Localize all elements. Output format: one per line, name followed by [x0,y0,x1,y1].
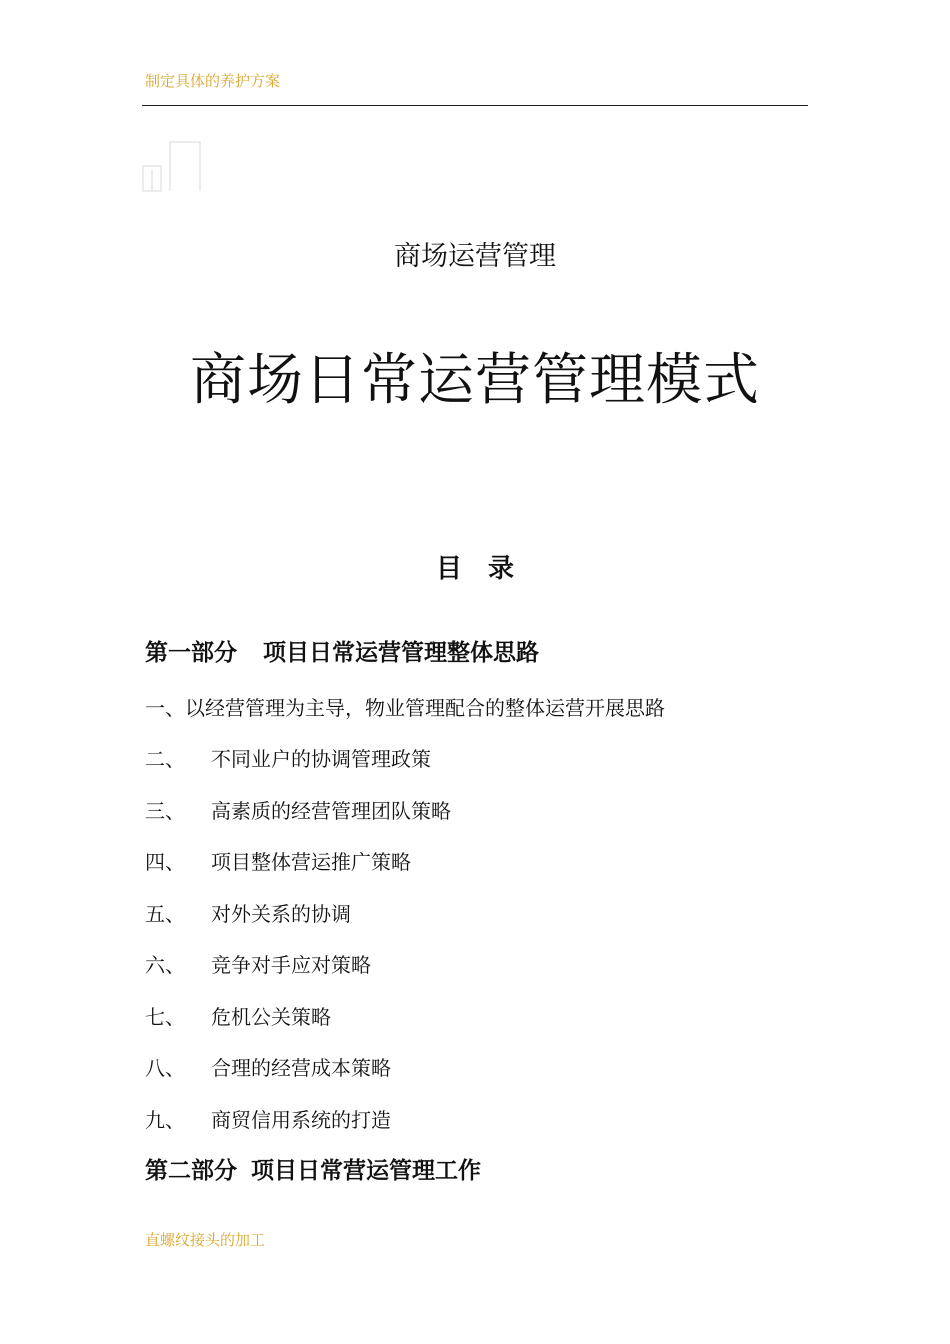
toc-part-2-heading[interactable] [145,1152,481,1185]
toc-item-label: 项目整体营运推广策略 [211,850,411,874]
toc-item-5[interactable] [145,898,351,927]
toc-item-label: 合理的经营成本策略 [211,1056,391,1080]
toc-item-label: 不同业户的协调管理政策 [211,747,431,771]
toc-item-label: 高素质的经营管理团队策略 [211,799,451,823]
toc-item-number: 三、 [145,799,185,823]
toc-item-8[interactable] [145,1052,391,1081]
cover-title: 商场日常运营管理模式 [190,348,760,413]
toc-item-2[interactable] [145,743,431,772]
toc-item-number: 七、 [145,1005,185,1029]
toc-item-number: 五、 [145,902,185,926]
toc-item-number: 二、 [145,747,185,771]
toc-item-number: 八、 [145,1056,185,1080]
toc-item-3[interactable] [145,795,451,824]
toc-part-2-title: 项目日常营运管理工作 [251,1158,481,1184]
toc-item-label: 危机公关策略 [211,1005,331,1029]
toc-item-label: 对外关系的协调 [211,902,351,926]
toc-item-number: 六、 [145,953,185,977]
toc-part-1-label: 第一部分 [145,640,237,666]
toc-part-1-title: 项目日常运营管理整体思路 [263,640,539,666]
toc-part-1-heading[interactable] [145,634,539,667]
page-header-text: 制定具体的养护方案 [145,72,281,90]
toc-item-7[interactable] [145,1001,331,1030]
toc-item-label: 商贸信用系统的打造 [211,1108,391,1132]
toc-heading: 目录 [435,554,540,584]
header-divider [142,105,808,106]
toc-item-9[interactable] [145,1104,391,1133]
toc-item-6[interactable] [145,949,371,978]
page-footer-text: 直螺纹接头的加工 [145,1231,266,1249]
toc-item-label: 竞争对手应对策略 [211,953,371,977]
toc-item-1[interactable]: 一、以经营管理为主导，物业管理配合的整体运营开展思路 [145,696,665,720]
corner-crop-mark-icon [142,140,202,192]
toc-item-number: 九、 [145,1108,185,1132]
toc-item-number: 四、 [145,850,185,874]
toc-item-4[interactable] [145,846,411,875]
cover-subtitle: 商场运营管理 [394,241,556,272]
toc-part-2-label: 第二部分 [145,1158,237,1184]
